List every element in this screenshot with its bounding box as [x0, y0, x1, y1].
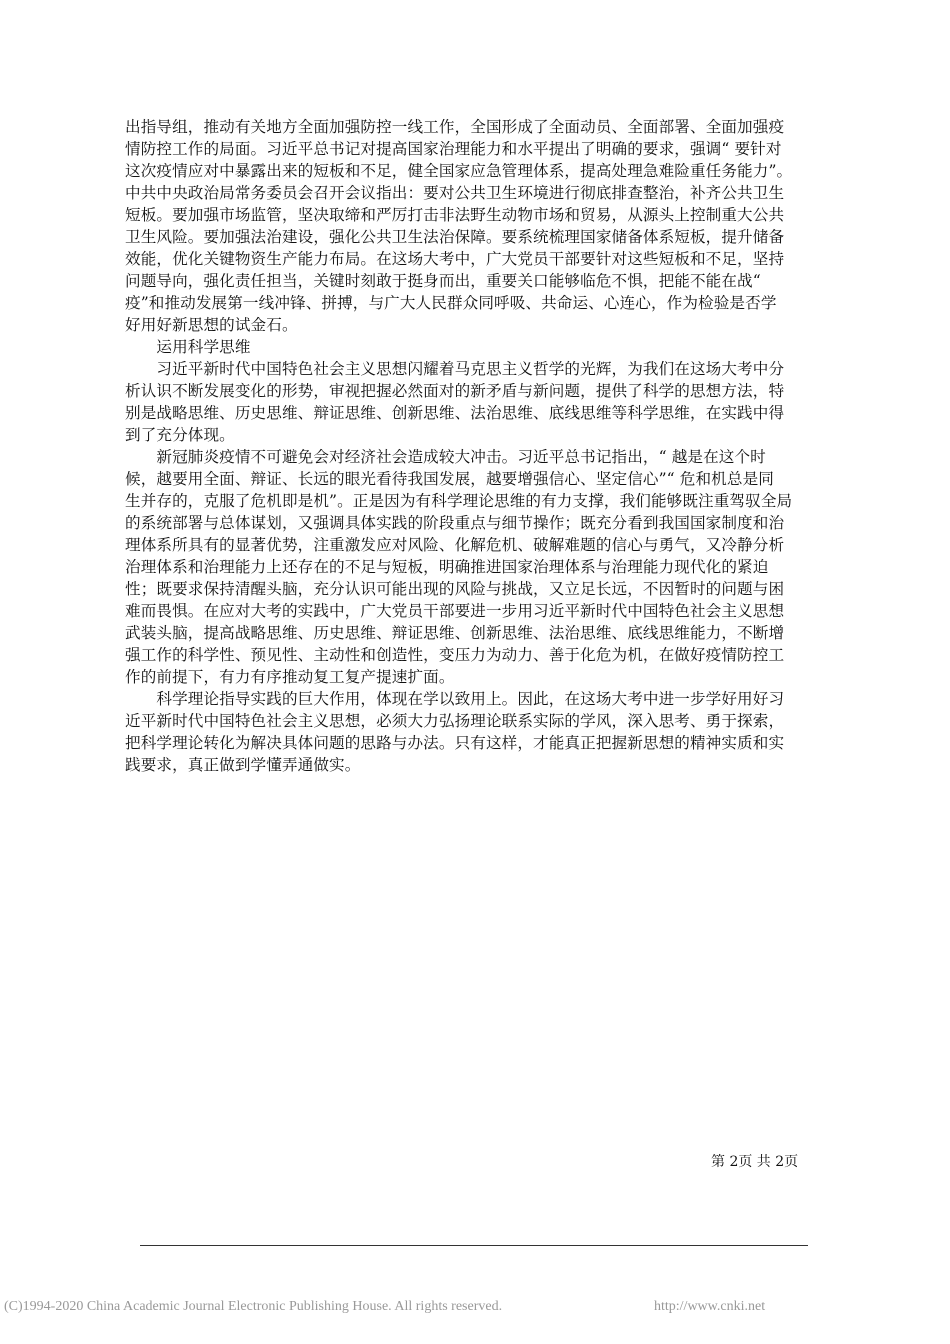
text-line: 治理体系和治理能力上还存在的不足与短板，明确推进国家治理体系与治理能力现代化的紧迫 — [125, 558, 769, 576]
text-line: 生并存的，克服了危机即是机”。正是因为有科学理论思维的有力支撑，我们能够既注重驾驭全局 — [125, 492, 793, 510]
text-line: 别是战略思维、历史思维、辩证思维、创新思维、法治思维、底线思维等科学思维，在实践中得 — [125, 404, 785, 422]
text-line: 新冠肺炎疫情不可避免会对经济社会造成较大冲击。习近平总书记指出，“ 越是在这个时 — [125, 448, 766, 466]
text-line: 情防控工作的局面。习近平总书记对提高国家治理能力和水平提出了明确的要求，强调“ 要针对 — [125, 140, 782, 158]
text-line: 出指导组，推动有关地方全面加强防控一线工作，全国形成了全面动员、全面部署、全面加强疫 — [125, 118, 785, 136]
text-line: 把科学理论转化为解决具体问题的思路与办法。只有这样，才能真正把握新思想的精神实质和实 — [125, 734, 785, 752]
text-line: 践要求，真正做到学懂弄通做实。 — [125, 756, 361, 774]
text-line: 短板。要加强市场监管，坚决取缔和严厉打击非法野生动物市场和贸易，从源头上控制重大公共 — [125, 206, 785, 224]
text-line: 武装头脑，提高战略思维、历史思维、辩证思维、创新思维、法治思维、底线思维能力，不断增 — [125, 624, 785, 642]
copyright-notice: (C)1994-2020 China Academic Journal Electronic Publishing House. All rights reserved. — [4, 1299, 503, 1314]
text-line: 这次疫情应对中暴露出来的短板和不足，健全国家应急管理体系，提高处理急难险重任务能力”。 — [125, 162, 793, 180]
text-line: 中共中央政治局常务委员会召开会议指出：要对公共卫生环境进行彻底排查整治，补齐公共卫生 — [125, 184, 785, 202]
text-line: 习近平新时代中国特色社会主义思想闪耀着马克思主义哲学的光辉，为我们在这场大考中分 — [125, 360, 785, 378]
text-line: 效能，优化关键物资生产能力布局。在这场大考中，广大党员干部要针对这些短板和不足，坚持 — [125, 250, 785, 268]
text-line: 析认识不断发展变化的形势，审视把握必然面对的新矛盾与新问题，提供了科学的思想方法，特 — [125, 382, 785, 400]
text-line: 疫”和推动发展第一线冲锋、拼搏，与广大人民群众同呼吸、共命运、心连心，作为检验是否学 — [125, 294, 777, 312]
text-line: 作的前提下，有力有序推动复工复产提速扩面。 — [125, 668, 455, 686]
text-line: 卫生风险。要加强法治建设，强化公共卫生法治保障。要系统梳理国家储备体系短板，提升储备 — [125, 228, 785, 246]
text-line: 理体系所具有的显著优势，注重激发应对风险、化解危机、破解难题的信心与勇气，又冷静分析 — [125, 536, 785, 554]
cnki-url: http://www.cnki.net — [654, 1299, 766, 1314]
text-line: 性；既要求保持清醒头脑，充分认识可能出现的风险与挑战，又立足长远，不因暂时的问题与困 — [125, 580, 785, 598]
text-line: 候，越要用全面、辩证、长远的眼光看待我国发展，越要增强信心、坚定信心”“ 危和机总是同 — [125, 470, 774, 488]
text-line: 运用科学思维 — [125, 338, 251, 356]
text-line: 近平新时代中国特色社会主义思想，必须大力弘扬理论联系实际的学风，深入思考、勇于探索， — [125, 712, 785, 730]
text-line: 好用好新思想的试金石。 — [125, 316, 298, 334]
footer-divider — [140, 1245, 808, 1246]
text-line: 强工作的科学性、预见性、主动性和创造性，变压力为动力、善于化危为机，在做好疫情防控工 — [125, 646, 785, 664]
text-line: 的系统部署与总体谋划，又强调具体实践的阶段重点与细节操作；既充分看到我国国家制度和治 — [125, 514, 785, 532]
text-line: 到了充分体现。 — [125, 426, 235, 444]
text-line: 问题导向，强化责任担当，关键时刻敢于挺身而出，重要关口能够临危不惧，把能不能在战“ — [125, 272, 761, 290]
page-number: 第 2页 共 2页 — [711, 1154, 799, 1170]
text-line: 科学理论指导实践的巨大作用，体现在学以致用上。因此，在这场大考中进一步学好用好习 — [125, 690, 785, 708]
text-line: 难而畏惧。在应对大考的实践中，广大党员干部要进一步用习近平新时代中国特色社会主义思想 — [125, 602, 785, 620]
